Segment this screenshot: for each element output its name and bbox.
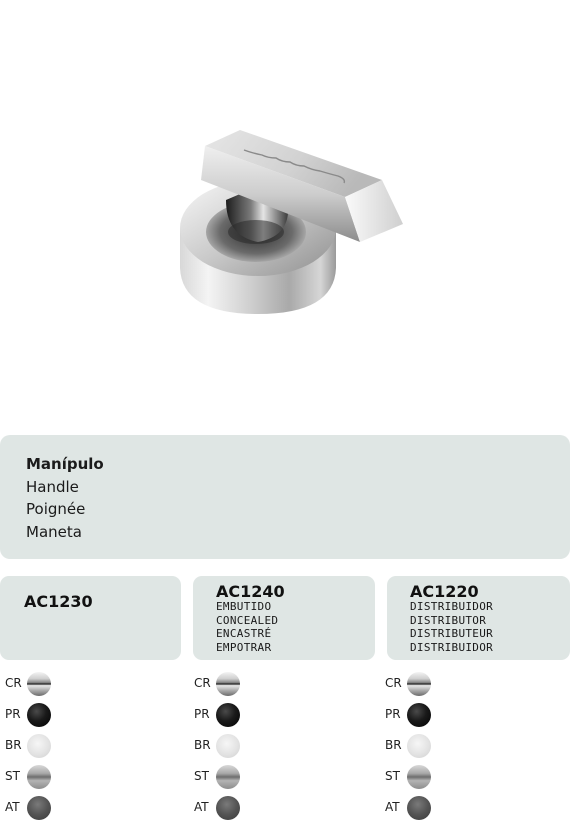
variant-card-ac1240 <box>193 576 375 660</box>
finish-code: BR <box>385 738 402 752</box>
finish-option-st <box>5 761 155 792</box>
finish-option-st <box>194 761 344 792</box>
finish-option-cr <box>5 668 155 699</box>
finish-option-pr <box>5 699 155 730</box>
finish-option-br <box>194 730 344 761</box>
finish-code: AT <box>385 800 400 814</box>
finish-option-st <box>385 761 535 792</box>
finish-option-at <box>194 792 344 823</box>
variant-description <box>216 600 278 655</box>
finish-code: PR <box>194 707 210 721</box>
finish-option-pr <box>194 699 344 730</box>
product-name-fr: Poignée <box>26 500 86 518</box>
black-swatch-icon <box>216 703 240 727</box>
variant-card-ac1220 <box>387 576 570 660</box>
anthracite-swatch-icon <box>407 796 431 820</box>
variant-description-line: EMPOTRAR <box>216 641 272 655</box>
finish-code: PR <box>5 707 21 721</box>
finish-code: ST <box>385 769 400 783</box>
finish-code: CR <box>5 676 22 690</box>
finish-option-br <box>385 730 535 761</box>
chrome-swatch-icon <box>216 672 240 696</box>
finish-option-at <box>385 792 535 823</box>
finish-option-cr <box>194 668 344 699</box>
variant-code: AC1240 <box>216 582 285 601</box>
variant-description-line: DISTRIBUTOR <box>410 613 487 627</box>
chrome-swatch-icon <box>407 672 431 696</box>
variant-description-line: DISTRIBUIDOR <box>410 600 494 613</box>
finish-code: BR <box>5 738 22 752</box>
finish-code: AT <box>5 800 20 814</box>
variant-description <box>410 600 493 655</box>
finish-list <box>5 668 155 823</box>
product-name-panel <box>0 435 570 559</box>
finish-code: AT <box>194 800 209 814</box>
finish-option-cr <box>385 668 535 699</box>
finish-code: BR <box>194 738 211 752</box>
white-swatch-icon <box>27 734 51 758</box>
variant-description-line: CONCEALED <box>216 613 279 627</box>
chrome-swatch-icon <box>27 672 51 696</box>
steel-swatch-icon <box>27 765 51 789</box>
finish-option-pr <box>385 699 535 730</box>
variant-description-line: DISTRIBUIDOR <box>410 641 494 655</box>
product-name-pt: Manípulo <box>26 455 104 473</box>
white-swatch-icon <box>216 734 240 758</box>
black-swatch-icon <box>407 703 431 727</box>
variant-code: AC1220 <box>410 582 479 601</box>
variant-description-line: ENCASTRÉ <box>216 627 272 641</box>
steel-swatch-icon <box>407 765 431 789</box>
variant-card-ac1230 <box>0 576 181 660</box>
anthracite-swatch-icon <box>216 796 240 820</box>
finish-code: ST <box>5 769 20 783</box>
variant-code: AC1230 <box>24 592 93 611</box>
variant-description-line: DISTRIBUTEUR <box>410 627 494 641</box>
finish-option-br <box>5 730 155 761</box>
steel-swatch-icon <box>216 765 240 789</box>
finish-option-at <box>5 792 155 823</box>
finish-list <box>194 668 344 823</box>
finish-code: CR <box>385 676 402 690</box>
anthracite-swatch-icon <box>27 796 51 820</box>
black-swatch-icon <box>27 703 51 727</box>
variant-description-line: EMBUTIDO <box>216 600 272 613</box>
finish-code: CR <box>194 676 211 690</box>
finish-code: PR <box>385 707 401 721</box>
product-name-es: Maneta <box>26 522 82 541</box>
finish-code: ST <box>194 769 209 783</box>
white-swatch-icon <box>407 734 431 758</box>
product-name-en: Handle <box>26 477 79 496</box>
finish-list <box>385 668 535 823</box>
